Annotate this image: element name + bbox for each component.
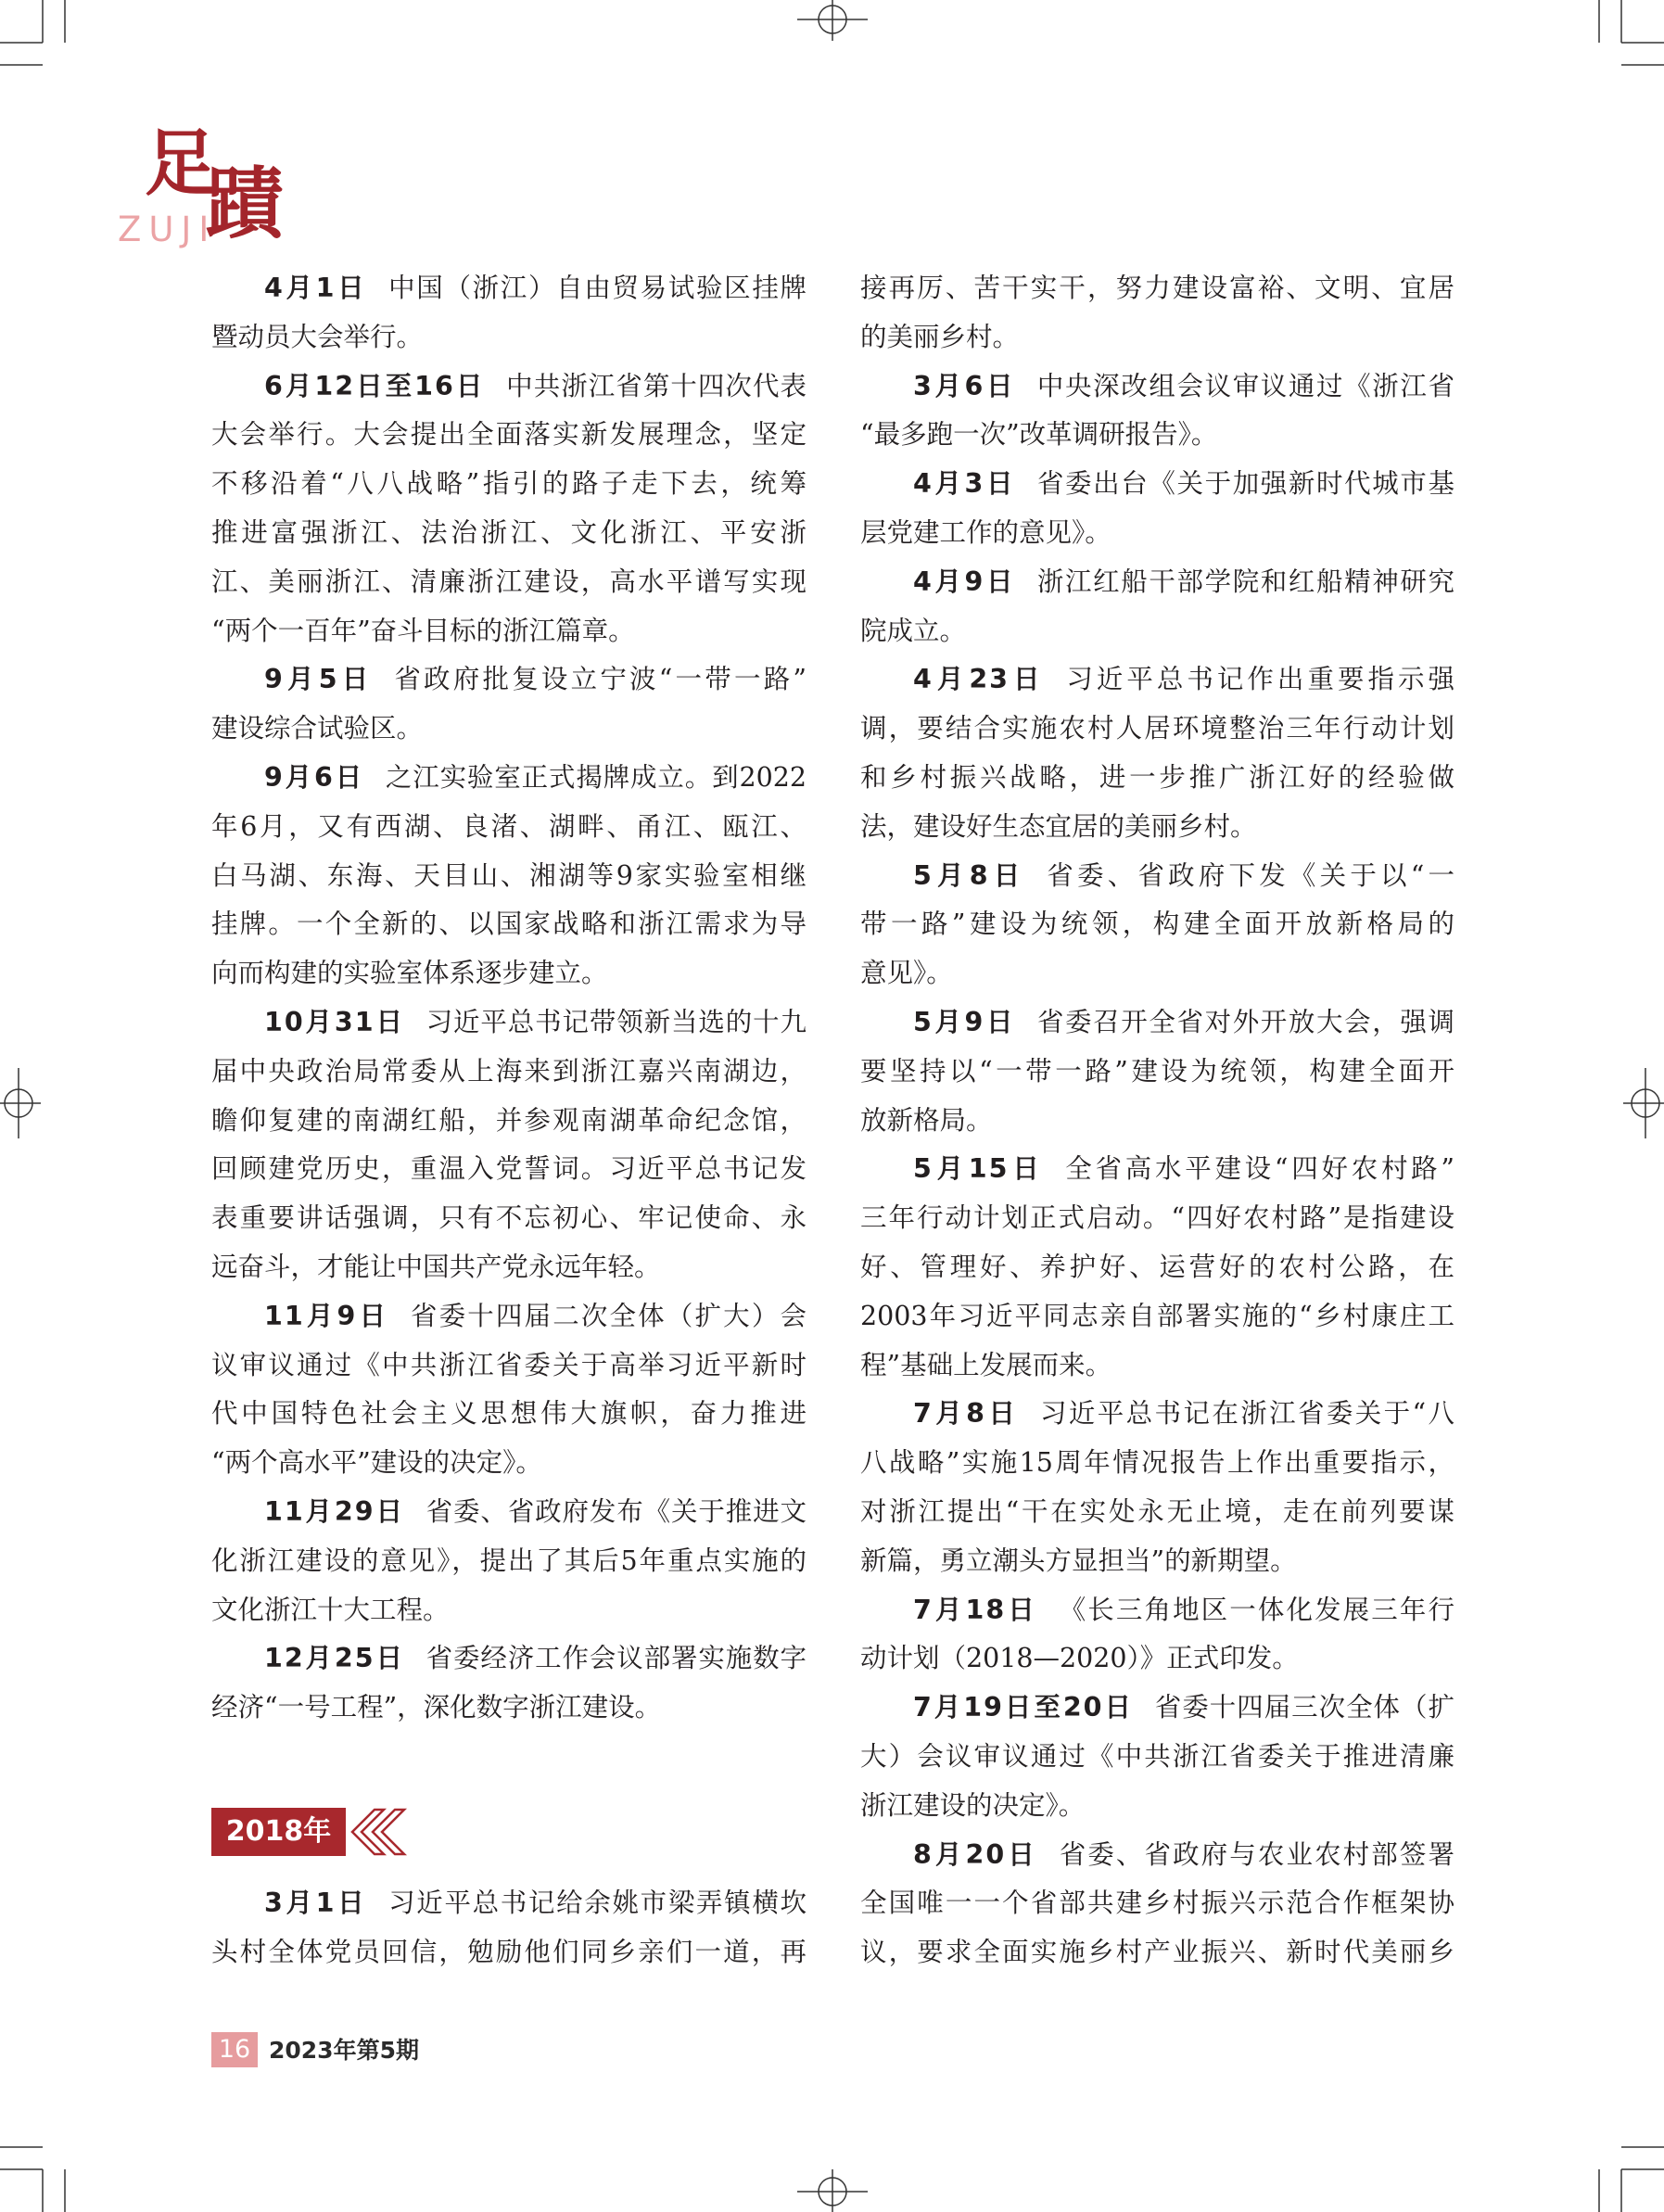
entry-date: 5月9日 (913, 1006, 1017, 1037)
entry-text: 带一路”建设为统领，构建全面开放新格局的 (860, 909, 1454, 940)
text-line (860, 264, 1454, 313)
text-line (860, 900, 1454, 949)
entry-text: 习近平总书记给余姚市梁弄镇横坎 (388, 1888, 807, 1919)
text-line (211, 1634, 807, 1684)
entry-text: 大）会议审议通过《中共浙江省委关于推进清廉 (860, 1740, 1454, 1772)
text-line (211, 1341, 807, 1391)
text-line (860, 1145, 1454, 1194)
entry-text: 《长三角地区一体化发展三年行 (1059, 1594, 1454, 1625)
text-line (211, 655, 807, 705)
text-line (211, 313, 807, 362)
text-line (211, 362, 807, 412)
entry-text: 文化浙江十大工程。 (211, 1594, 450, 1625)
chronicle-entry (860, 558, 1454, 656)
entry-text: 八战略”实施15周年情况报告上作出重要指示， (860, 1447, 1454, 1479)
text-line (211, 1586, 807, 1635)
text-line (211, 1684, 807, 1733)
double-chevron-icon (350, 1807, 415, 1857)
chronicle-entry (211, 1879, 807, 1977)
text-line (860, 803, 1454, 852)
text-line (211, 1879, 807, 1928)
entry-text: 全省高水平建设“四好农村路” (1065, 1153, 1454, 1185)
entry-date: 4月23日 (913, 664, 1046, 695)
entry-text: 意见》。 (860, 958, 953, 989)
entry-text: 法，建设好生态宜居的美丽乡村。 (860, 810, 1257, 842)
entry-text: 议审议通过《中共浙江省委关于高举习近平新时 (211, 1349, 807, 1380)
entry-text: 对浙江提出“干在实处永无止境，走在前列要谋 (860, 1495, 1454, 1527)
text-line (860, 655, 1454, 705)
right-column (860, 264, 1454, 1977)
entry-date: 5月15日 (913, 1153, 1045, 1185)
text-line (211, 558, 807, 607)
entry-text: 放新格局。 (860, 1104, 993, 1136)
text-line (860, 1243, 1454, 1292)
entry-text: 的美丽乡村。 (860, 321, 1020, 352)
entry-text: 省委十四届二次全体（扩大）会 (410, 1300, 807, 1331)
entry-text: 白马湖、东海、天目山、湘湖等9家实验室相继 (211, 859, 807, 891)
entry-text: 瞻仰复建的南湖红船，并参观南湖革命纪念馆， (211, 1104, 807, 1136)
entry-text: 化浙江建设的意见》，提出了其后5年重点实施的 (211, 1545, 807, 1576)
text-line (860, 362, 1454, 412)
page-number: 16 (211, 2032, 258, 2067)
text-line (211, 1928, 807, 1977)
entry-text: “两个一百年”奋斗目标的浙江篇章。 (211, 615, 635, 646)
text-line (860, 1488, 1454, 1537)
logo-char-2: 蹟 (206, 158, 285, 249)
entry-text: 议，要求全面实施乡村产业振兴、新时代美丽乡 (860, 1937, 1454, 1968)
entry-date: 12月25日 (264, 1643, 405, 1674)
entry-text: 浙江红船干部学院和红船精神研究 (1036, 566, 1454, 597)
text-line (860, 1831, 1454, 1880)
entry-text: 浙江建设的决定》。 (860, 1789, 1086, 1821)
text-line (211, 1048, 807, 1097)
chronicle-entry (860, 1831, 1454, 1977)
chronicle-entry (211, 998, 807, 1292)
text-line (860, 460, 1454, 509)
text-line (860, 1634, 1454, 1684)
text-line (860, 1928, 1454, 1977)
entry-text: 向而构建的实验室体系逐步建立。 (211, 958, 608, 989)
text-line (211, 264, 807, 313)
text-line (860, 1537, 1454, 1586)
entry-list (211, 264, 807, 1733)
text-line (860, 313, 1454, 362)
issue-label: 2023年第5期 (269, 2037, 419, 2064)
text-line (860, 1194, 1454, 1243)
text-line (211, 411, 807, 460)
entry-date: 5月8日 (913, 859, 1026, 891)
entry-text: 习近平总书记作出重要指示强 (1066, 664, 1454, 695)
chronicle-entry (860, 264, 1454, 362)
entry-text: 2003年习近平同志亲自部署实施的“乡村康庄工 (860, 1300, 1454, 1331)
entry-text: 习近平总书记带领新当选的十九 (426, 1006, 807, 1037)
chronicle-entry (211, 1292, 807, 1488)
entry-text: 远奋斗，才能让中国共产党永远年轻。 (211, 1251, 661, 1282)
chronicle-entry (860, 852, 1454, 998)
text-line (211, 1292, 807, 1341)
entry-date: 8月20日 (913, 1838, 1038, 1870)
chronicle-entry (211, 655, 807, 754)
chronicle-entry (860, 1145, 1454, 1390)
entry-text: 中国（浙江）自由贸易试验区挂牌 (388, 273, 807, 303)
text-line (860, 1782, 1454, 1831)
text-line (211, 998, 807, 1048)
text-line (860, 558, 1454, 607)
chronicle-entry (860, 1390, 1454, 1585)
text-line (211, 1439, 807, 1488)
left-column (211, 264, 807, 1977)
chronicle-entry (860, 998, 1454, 1145)
entry-text: 动计划（2018—2020）》正式印发。 (860, 1643, 1299, 1674)
entry-text: 接再厉、苦干实干，努力建设富裕、文明、宜居 (860, 273, 1454, 303)
entry-date: 7月19日至20日 (913, 1692, 1134, 1723)
chronicle-entry (860, 460, 1454, 558)
text-line (860, 1048, 1454, 1097)
year-section-heading (211, 1733, 807, 1879)
chronicle-entry (860, 362, 1454, 461)
entry-text: 省委、省政府与农业农村部签署 (1059, 1838, 1454, 1870)
text-line (860, 509, 1454, 558)
entry-date: 4月9日 (913, 566, 1017, 597)
entry-text: 新篇，勇立潮头方显担当”的新期望。 (860, 1545, 1297, 1576)
text-line (211, 1194, 807, 1243)
text-line (860, 607, 1454, 656)
entry-date: 11月9日 (264, 1300, 390, 1331)
entry-text: 大会举行。大会提出全面落实新发展理念，坚定 (211, 419, 807, 451)
entry-text: 和乡村振兴战略，进一步推广浙江好的经验做 (860, 761, 1454, 793)
entry-text: 层党建工作的意见》。 (860, 516, 1111, 548)
entry-text: 中共浙江省第十四次代表 (506, 370, 807, 401)
entry-text: 省委经济工作会议部署实施数字 (426, 1643, 807, 1674)
entry-text: 江、美丽浙江、清廉浙江建设，高水平谱写实现 (211, 566, 807, 597)
chronicle-entry (860, 655, 1454, 851)
entry-date: 7月18日 (913, 1594, 1038, 1625)
entry-text: 头村全体党员回信，勉励他们同乡亲们一道，再 (211, 1937, 807, 1968)
text-line (211, 607, 807, 656)
entry-text: 三年行动计划正式启动。“四好农村路”是指建设 (860, 1202, 1454, 1234)
text-line (211, 1537, 807, 1586)
entry-date: 9月6日 (264, 761, 365, 793)
entry-text: 年6月，又有西湖、良渚、湖畔、甬江、瓯江、 (211, 810, 807, 842)
text-line (211, 1243, 807, 1292)
chronicle-entry (860, 1586, 1454, 1684)
text-line (860, 1292, 1454, 1341)
text-line (211, 1488, 807, 1537)
text-line (860, 1439, 1454, 1488)
text-line (860, 852, 1454, 901)
entry-text: 建设综合试验区。 (211, 713, 424, 744)
entry-date: 10月31日 (264, 1006, 405, 1037)
entry-text: 中央深改组会议审议通过《浙江省 (1036, 370, 1454, 401)
entry-text: 推进富强浙江、法治浙江、文化浙江、平安浙 (211, 516, 807, 548)
text-line (860, 1390, 1454, 1439)
entry-text: 届中央政治局常委从上海来到浙江嘉兴南湖边， (211, 1055, 807, 1087)
entry-text: 院成立。 (860, 615, 967, 646)
text-line (211, 460, 807, 509)
text-line (211, 1145, 807, 1194)
entry-text: 要坚持以“一带一路”建设为统领，构建全面开 (860, 1055, 1454, 1087)
text-line (211, 1390, 807, 1439)
entry-date: 4月1日 (264, 273, 368, 303)
text-line (860, 1684, 1454, 1733)
text-line (211, 949, 807, 998)
entry-text: 省委、省政府下发《关于以“一 (1047, 859, 1454, 891)
text-line (860, 1879, 1454, 1928)
text-line (860, 1097, 1454, 1146)
text-line (211, 852, 807, 901)
text-line (211, 754, 807, 803)
logo-char-1: 足 (145, 121, 218, 206)
entry-text: 习近平总书记在浙江省委关于“八 (1040, 1398, 1454, 1430)
entry-date: 6月12日至16日 (264, 370, 486, 401)
entry-text: 表重要讲话强调，只有不忘初心、牢记使命、永 (211, 1202, 807, 1234)
entry-text: 省委十四届三次全体（扩 (1154, 1692, 1454, 1723)
text-line (860, 411, 1454, 460)
entry-text: 之江实验室正式揭牌成立。到2022 (385, 761, 807, 793)
entry-text: “最多跑一次”改革调研报告》。 (860, 419, 1218, 451)
text-line (211, 900, 807, 949)
text-line (860, 1586, 1454, 1635)
entry-text: 省委召开全省对外开放大会，强调 (1036, 1006, 1454, 1037)
entry-date: 9月5日 (264, 664, 374, 695)
year-banner: 2018年 (211, 1808, 346, 1856)
text-line (211, 1097, 807, 1146)
entry-text: “两个高水平”建设的决定》。 (211, 1447, 542, 1479)
entry-text: 暨动员大会举行。 (211, 321, 424, 352)
chronicle-entry (211, 264, 807, 362)
entry-list (860, 264, 1454, 1977)
chronicle-entry (211, 754, 807, 998)
text-line (860, 998, 1454, 1048)
entry-date: 7月8日 (913, 1398, 1020, 1430)
entry-text: 调，要结合实施农村人居环境整治三年行动计划 (860, 713, 1454, 744)
entry-text: 省政府批复设立宁波“一带一路” (394, 664, 807, 695)
entry-text: 经济“一号工程”，深化数字浙江建设。 (211, 1692, 662, 1723)
text-line (211, 509, 807, 558)
text-line (211, 803, 807, 852)
logo-latin: ZUJI (118, 210, 217, 249)
chronicle-entry (860, 1684, 1454, 1830)
chronicle-entry (211, 1488, 807, 1634)
entry-text: 好、管理好、养护好、运营好的农村公路，在 (860, 1251, 1454, 1282)
entry-text: 回顾建党历史，重温入党誓词。习近平总书记发 (211, 1153, 807, 1185)
text-line (211, 705, 807, 754)
entry-text: 代中国特色社会主义思想伟大旗帜，奋力推进 (211, 1398, 807, 1430)
entry-date: 4月3日 (913, 468, 1017, 500)
text-line (860, 949, 1454, 998)
entry-text: 不移沿着“八八战略”指引的路子走下去，统筹 (211, 468, 807, 500)
chronicle-entry (211, 362, 807, 656)
entry-date: 3月1日 (264, 1888, 368, 1919)
entry-text: 挂牌。一个全新的、以国家战略和浙江需求为导 (211, 909, 807, 940)
entry-date: 11月29日 (264, 1495, 405, 1527)
entry-text: 省委、省政府发布《关于推进文 (426, 1495, 807, 1527)
text-line (860, 754, 1454, 803)
entry-date: 3月6日 (913, 370, 1017, 401)
entry-list (211, 1879, 807, 1977)
chronicle-entry (211, 1634, 807, 1733)
entry-text: 省委出台《关于加强新时代城市基 (1036, 468, 1454, 500)
text-line (860, 705, 1454, 754)
text-line (860, 1341, 1454, 1391)
entry-text: 全国唯一一个省部共建乡村振兴示范合作框架协 (860, 1888, 1454, 1919)
entry-text: 程”基础上发展而来。 (860, 1349, 1112, 1380)
text-line (860, 1733, 1454, 1782)
